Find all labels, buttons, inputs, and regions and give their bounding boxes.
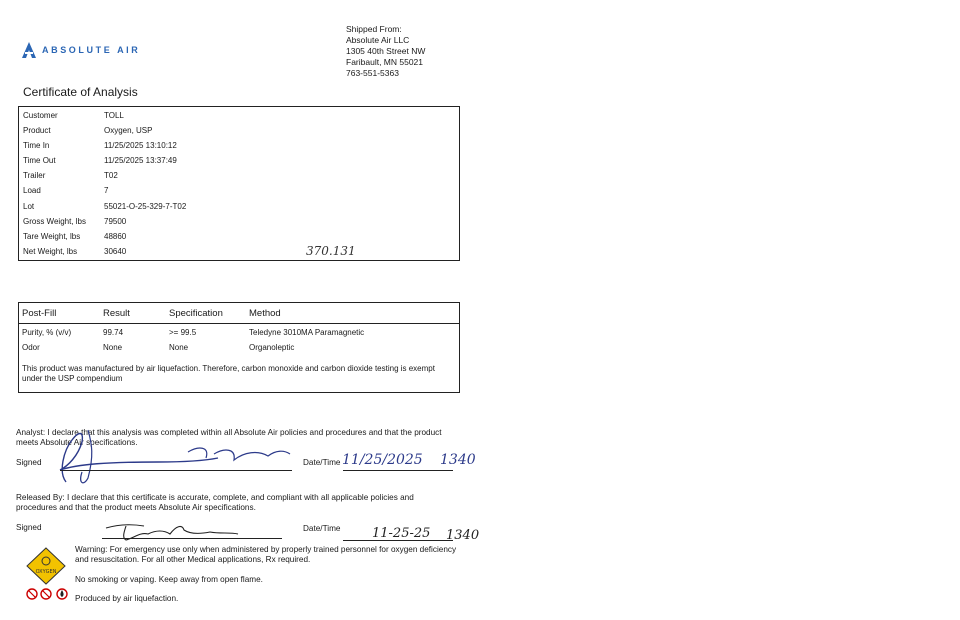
details-label: Load	[23, 186, 41, 195]
postfill-cell: Odor	[22, 343, 40, 352]
no-vaping-icon	[41, 589, 51, 599]
no-smoking-icon	[27, 589, 37, 599]
postfill-header: Post-Fill	[22, 308, 57, 319]
brand-logo	[22, 42, 140, 58]
shipped-from-line: Absolute Air LLC	[346, 35, 410, 45]
release-handwritten-date: 11-25-25	[372, 526, 431, 541]
postfill-header-row	[19, 303, 459, 324]
analyst-signed-label: Signed	[16, 458, 42, 467]
postfill-note: This product was manufactured by air liquefaction. Therefore, carbon monoxide and carbon dioxide testing is exempt under the USP compendium	[22, 364, 435, 383]
postfill-cell: Teledyne 3010MA Paramagnetic	[249, 328, 365, 337]
details-value: Oxygen, USP	[104, 126, 153, 135]
shipped-from-line: Faribault, MN 55021	[346, 57, 424, 67]
details-label: Product	[23, 126, 51, 135]
analyst-datetime-label: Date/Time	[303, 458, 341, 467]
details-label: Net Weight, lbs	[23, 247, 78, 256]
analyst-handwritten-time: 1340	[440, 452, 476, 468]
shipped-from-line: 763-551-5363	[346, 68, 399, 78]
details-table	[18, 106, 460, 261]
release-signature	[100, 516, 260, 544]
release-signature-line	[102, 538, 282, 539]
warning-text: Warning: For emergency use only when administered by properly trained personnel for oxygen deficiency and resuscitation. For all other Medical applications, Rx required.	[75, 545, 457, 564]
details-value: 11/25/2025 13:10:12	[104, 141, 177, 150]
document-title: Certificate of Analysis	[23, 85, 138, 99]
details-value: 79500	[104, 217, 127, 226]
analyst-handwritten-date: 11/25/2025	[342, 452, 423, 468]
postfill-cell: None	[169, 343, 189, 352]
details-value: TOLL	[104, 111, 124, 120]
shipped-from-line: Shipped From:	[346, 24, 402, 34]
details-value: 48860	[104, 232, 127, 241]
no-smoking-text: No smoking or vaping. Keep away from open flame.	[75, 575, 263, 584]
release-date-line	[343, 540, 453, 541]
postfill-cell: >= 99.5	[169, 328, 197, 337]
shipped-from-line: 1305 40th Street NW	[346, 46, 426, 56]
analyst-date-line	[343, 470, 453, 471]
details-value: 55021-O-25-329-7-T02	[104, 202, 187, 211]
postfill-header: Result	[103, 308, 130, 319]
details-value: 7	[104, 186, 109, 195]
handwritten-net-note: 370.131	[306, 244, 356, 258]
diamond-label: OXYGEN	[35, 569, 57, 575]
postfill-cell: 99.74	[103, 328, 124, 337]
release-signed-label: Signed	[16, 523, 42, 532]
details-label: Time In	[23, 141, 50, 150]
analyst-signature	[38, 420, 328, 488]
postfill-table	[18, 302, 460, 393]
release-handwritten-time: 1340	[446, 528, 480, 543]
postfill-cell: Purity, % (v/v)	[22, 328, 72, 337]
details-label: Tare Weight, lbs	[23, 232, 81, 241]
oxygen-hazard-diamond-icon	[26, 547, 66, 585]
produced-text: Produced by air liquefaction.	[75, 594, 179, 603]
logo-mark-icon	[22, 42, 36, 58]
postfill-cell: None	[103, 343, 123, 352]
brand-name: ABSOLUTE AIR	[42, 45, 141, 55]
details-label: Time Out	[23, 156, 56, 165]
no-open-flame-icon	[57, 589, 67, 599]
postfill-header: Method	[249, 308, 281, 319]
postfill-row	[19, 343, 459, 357]
release-datetime-label: Date/Time	[303, 524, 341, 533]
details-label: Trailer	[23, 171, 46, 180]
postfill-cell: Organoleptic	[249, 343, 295, 352]
details-label: Customer	[23, 111, 58, 120]
analyst-signature-line	[60, 470, 292, 471]
details-label: Gross Weight, lbs	[23, 217, 86, 226]
postfill-row	[19, 328, 459, 342]
shipped-from-block	[346, 24, 425, 79]
prohibition-icons	[26, 588, 72, 600]
postfill-header: Specification	[169, 308, 223, 319]
details-value: 30640	[104, 247, 127, 256]
details-value: 11/25/2025 13:37:49	[104, 156, 177, 165]
analyst-statement: Analyst: I declare that this analysis was completed within all Absolute Air policies and procedures and that the product meets Absolute Air specifications.	[16, 428, 442, 447]
details-label: Lot	[23, 202, 35, 211]
release-statement: Released By: I declare that this certificate is accurate, complete, and compliant with all applicable policies and procedures and that the product meets Absolute Air specifications.	[16, 493, 414, 512]
details-value: T02	[104, 171, 118, 180]
